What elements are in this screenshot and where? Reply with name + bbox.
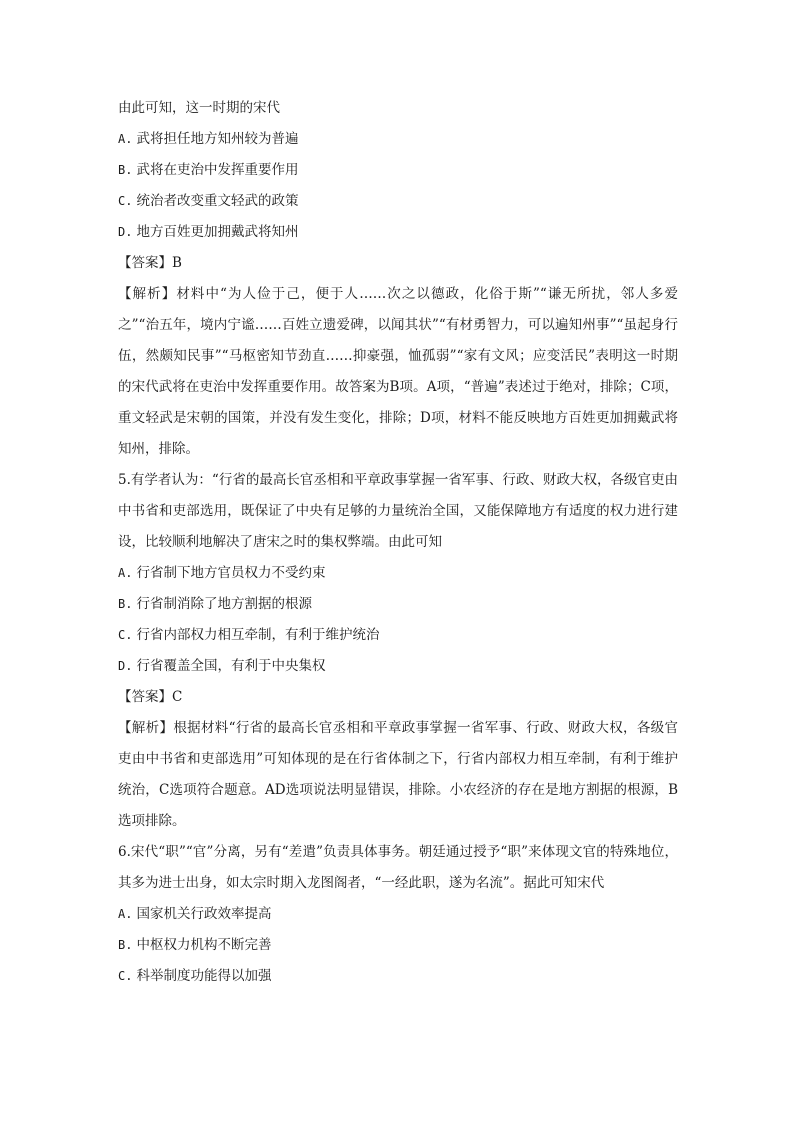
option-text: 国家机关行政效率提高 [136, 906, 272, 922]
option-text: 统治者改变重文轻武的政策 [136, 193, 299, 209]
option-text: 地方百姓更加拥戴武将知州 [136, 224, 299, 240]
q6-option-b [118, 930, 678, 961]
answer-value: B [172, 255, 182, 271]
q6-stem: 6.宋代“职”“官”分离，另有“差遣”负责具体事务。朝廷通过授予“职”来体现文官的特殊地位，其多为进士出身，如太宗时期入龙图阁者，“一经此职，遂为名流”。据此可知宋代 [118, 844, 678, 891]
option-letter: C. [118, 628, 133, 642]
analysis-label: 【解析】 [118, 286, 177, 302]
q6-option-c [118, 961, 678, 992]
analysis-text: 材料中“为人俭于己，便于人……次之以德政，化俗于斯”“谦无所扰，邻人多爱之”“治五年，境内宁谧……百姓立遗爱碑，以闻其状”“有材勇智力，可以遍知州事”“虽起身行伍，然颇知民事”“马枢密知节劲直……抑豪强，恤孤弱”“家有文风；应变活民”表明这一时期的宋代武将在吏治中发挥重要作用。故答案为B项。A项，“普遍”表述过于绝对，排除；C项，重文轻武是宋朝的国策，并没有发生变化，排除；D项，材料不能反映地方百姓更加拥戴武将知州，排除。 [118, 286, 678, 457]
q5-analysis [118, 713, 678, 837]
q4-option-d [118, 217, 678, 248]
q5-answer [118, 682, 678, 713]
option-text: 武将在吏治中发挥重要作用 [136, 162, 299, 178]
q5-option-d [118, 651, 678, 682]
option-letter: D. [118, 659, 133, 673]
document-page [118, 93, 678, 992]
q5-option-b [118, 589, 678, 620]
option-text: 中枢权力机构不断完善 [136, 937, 272, 953]
option-letter: B. [118, 163, 133, 177]
q4-analysis [118, 279, 678, 465]
q5-option-c [118, 620, 678, 651]
q4-option-a [118, 124, 678, 155]
answer-label: 【答案】 [118, 689, 172, 705]
q4-option-c [118, 186, 678, 217]
option-letter: A. [118, 132, 133, 146]
option-text: 行省制下地方官员权力不受约束 [136, 565, 326, 581]
q5-stem: 5.有学者认为：“行省的最高长官丞相和平章政事掌握一省军事、行政、财政大权，各级官吏由中书省和吏部选用，既保证了中央有足够的力量统治全国，又能保障地方有适度的权力进行建设，比较顺利地解决了唐宋之时的集权弊端。由此可知 [118, 472, 678, 550]
option-text: 科举制度功能得以加强 [136, 968, 272, 984]
option-text: 行省内部权力相互牵制，有利于维护统治 [136, 627, 380, 643]
option-letter: B. [118, 938, 133, 952]
answer-label: 【答案】 [118, 255, 172, 271]
analysis-label: 【解析】 [118, 720, 174, 736]
q4-answer [118, 248, 678, 279]
option-text: 武将担任地方知州较为普遍 [136, 131, 299, 147]
option-letter: A. [118, 566, 133, 580]
option-letter: C. [118, 194, 133, 208]
q4-option-b [118, 155, 678, 186]
answer-value: C [172, 689, 183, 705]
option-letter: D. [118, 225, 133, 239]
option-letter: C. [118, 969, 133, 983]
option-letter: B. [118, 597, 133, 611]
option-text: 行省覆盖全国，有利于中央集权 [136, 658, 326, 674]
analysis-text: 根据材料“行省的最高长官丞相和平章政事掌握一省军事、行政、财政大权，各级官吏由中书省和吏部选用”可知体现的是在行省体制之下，行省内部权力相互牵制，有利于维护统治，C选项符合题意。AD选项说法明显错误，排除。小农经济的存在是地方割据的根源，B选项排除。 [118, 720, 678, 829]
q6-option-a [118, 899, 678, 930]
option-letter: A. [118, 907, 133, 921]
q5-option-a [118, 558, 678, 589]
option-text: 行省制消除了地方割据的根源 [136, 596, 312, 612]
q4-stem-tail: 由此可知，这一时期的宋代 [118, 100, 280, 116]
